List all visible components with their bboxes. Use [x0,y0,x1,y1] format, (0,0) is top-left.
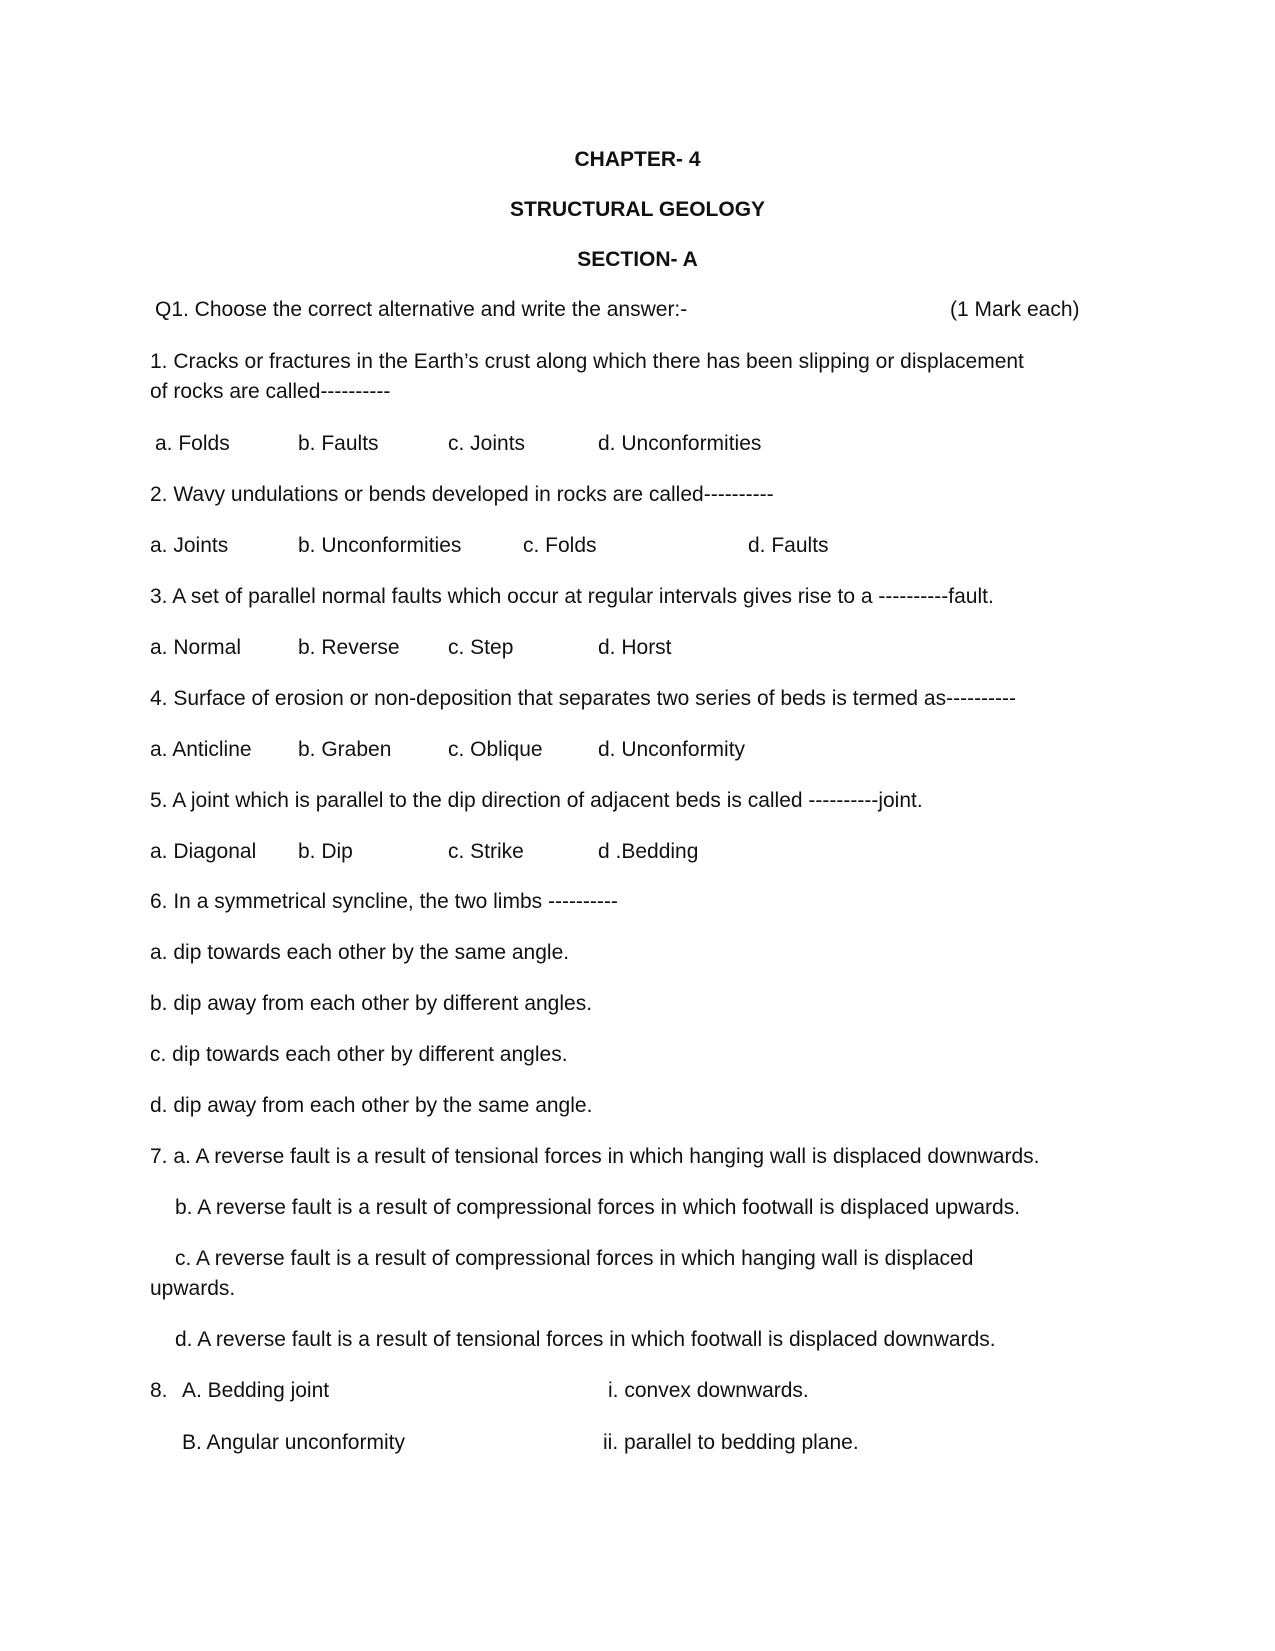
question-1-option-b: b. Faults [298,432,379,455]
question-7-option-b: b. A reverse fault is a result of compressional forces in which footwall is displaced upwards. [175,1196,1021,1219]
question-3-option-c: c. Step [448,636,514,659]
question-6-option-a: a. dip towards each other by the same angle. [150,941,570,964]
question-5-text: 5. A joint which is parallel to the dip direction of adjacent beds is called ----------joint. [150,789,923,812]
question-3-option-d: d. Horst [598,636,672,659]
question-2-option-a: a. Joints [150,534,229,557]
question-3-option-a: a. Normal [150,636,242,659]
question-7-option-d: d. A reverse fault is a result of tensional forces in which footwall is displaced downwards. [175,1328,996,1351]
question-8-right-item-ii: ii. parallel to bedding plane. [603,1431,859,1454]
question-6-option-b: b. dip away from each other by different angles. [150,992,593,1015]
marks-note: (1 Mark each) [950,298,1080,321]
question-4-option-a: a. Anticline [150,738,252,761]
question-2-text: 2. Wavy undulations or bends developed in rocks are called---------- [150,483,774,506]
question-7-option-c-line-2: upwards. [150,1277,236,1300]
question-8-left-item-a: A. Bedding joint [182,1379,330,1402]
question-7-option-c-line-1: c. A reverse fault is a result of compressional forces in which hanging wall is displaced [175,1247,974,1270]
question-4-option-c: c. Oblique [448,738,543,761]
question-3-text: 3. A set of parallel normal faults which occur at regular intervals gives rise to a ----------fault. [150,585,994,608]
chapter-heading: CHAPTER- 4 [574,148,701,171]
question-8-right-item-i: i. convex downwards. [608,1379,809,1402]
question-6-option-d: d. dip away from each other by the same angle. [150,1094,593,1117]
question-8-left-item-b: B. Angular unconformity [182,1431,405,1454]
question-7-option-a: 7. a. A reverse fault is a result of tensional forces in which hanging wall is displaced downwards. [150,1145,1040,1168]
question-5-option-d: d .Bedding [598,840,699,863]
question-1-line-2: of rocks are called---------- [150,380,391,403]
question-5-option-c: c. Strike [448,840,524,863]
question-2-option-d: d. Faults [748,534,829,557]
question-1-option-c: c. Joints [448,432,526,455]
question-1-option-a: a. Folds [155,432,230,455]
question-4-text: 4. Surface of erosion or non-deposition that separates two series of beds is termed as---------- [150,687,1017,710]
section-heading: SECTION- A [577,248,698,271]
question-2-option-c: c. Folds [523,534,597,557]
question-1-option-d: d. Unconformities [598,432,762,455]
chapter-title: STRUCTURAL GEOLOGY [509,198,766,221]
question-5-option-a: a. Diagonal [150,840,257,863]
question-8-number: 8. [150,1379,168,1402]
question-3-option-b: b. Reverse [298,636,400,659]
question-2-option-b: b. Unconformities [298,534,462,557]
question-4-option-d: d. Unconformity [598,738,746,761]
question-1-line-1: 1. Cracks or fractures in the Earth’s crust along which there has been slipping or displacement [150,350,1024,373]
question-6-option-c: c. dip towards each other by different angles. [150,1043,568,1066]
instruction-text: Q1. Choose the correct alternative and write the answer:- [155,298,688,321]
question-5-option-b: b. Dip [298,840,353,863]
question-4-option-b: b. Graben [298,738,392,761]
question-6-text: 6. In a symmetrical syncline, the two limbs ---------- [150,890,618,913]
